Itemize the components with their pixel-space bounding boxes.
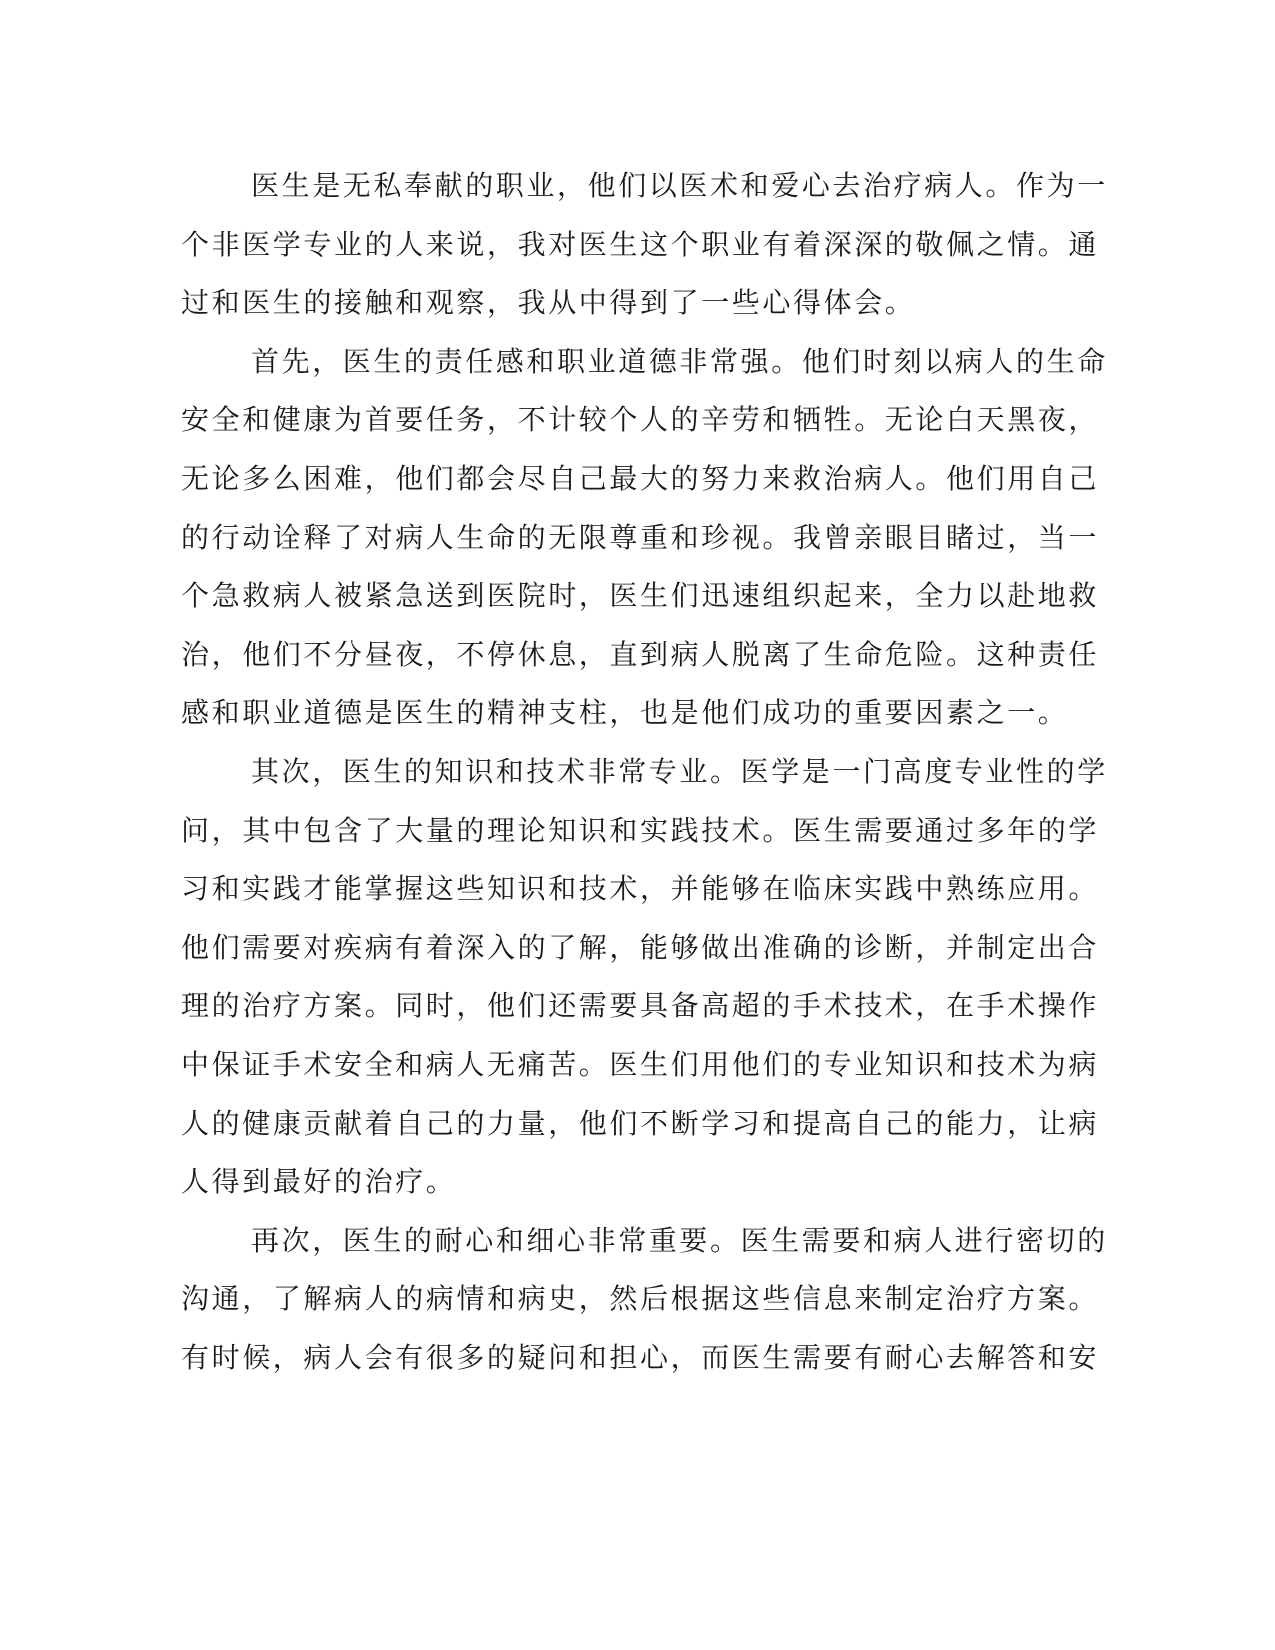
paragraph-line: 感和职业道德是医生的精神支柱，也是他们成功的重要因素之一。: [181, 696, 1069, 730]
paragraph-line: 理的治疗方案。同时，他们还需要具备高超的手术技术，在手术操作: [181, 989, 1100, 1023]
paragraph-line: 个急救病人被紧急送到医院时，医生们迅速组织起来，全力以赴地救: [181, 579, 1100, 613]
paragraph-line: 治，他们不分昼夜，不停休息，直到病人脱离了生命危险。这种责任: [181, 637, 1100, 671]
paragraph-line: 中保证手术安全和病人无痛苦。医生们用他们的专业知识和技术为病: [181, 1047, 1100, 1081]
paragraph-4: [181, 1212, 1108, 1388]
paragraph-1: [181, 157, 1108, 333]
paragraph-line: 习和实践才能掌握这些知识和技术，并能够在临床实践中熟练应用。: [181, 872, 1100, 906]
paragraph-line: 有时候，病人会有很多的疑问和担心，而医生需要有耐心去解答和安: [181, 1340, 1100, 1374]
paragraph-line: 首先，医生的责任感和职业道德非常强。他们时刻以病人的生命: [251, 344, 1108, 378]
paragraph-line: 的行动诠释了对病人生命的无限尊重和珍视。我曾亲眼目睹过，当一: [181, 520, 1100, 554]
paragraph-line: 沟通，了解病人的病情和病史，然后根据这些信息来制定治疗方案。: [181, 1282, 1100, 1316]
paragraph-line: 再次，医生的耐心和细心非常重要。医生需要和病人进行密切的: [251, 1223, 1108, 1257]
paragraph-line: 人的健康贡献着自己的力量，他们不断学习和提高自己的能力，让病: [181, 1106, 1100, 1140]
paragraph-line: 问，其中包含了大量的理论知识和实践技术。医生需要通过多年的学: [181, 813, 1100, 847]
paragraph-line: 过和医生的接触和观察，我从中得到了一些心得体会。: [181, 286, 916, 320]
paragraph-line: 个非医学专业的人来说，我对医生这个职业有着深深的敬佩之情。通: [181, 227, 1100, 261]
paragraph-line: 他们需要对疾病有着深入的了解，能够做出准确的诊断，并制定出合: [181, 930, 1100, 964]
paragraph-line: 无论多么困难，他们都会尽自己最大的努力来救治病人。他们用自己: [181, 461, 1100, 495]
paragraph-3: [181, 743, 1108, 1212]
paragraph-line: 医生是无私奉献的职业，他们以医术和爱心去治疗病人。作为一: [251, 169, 1108, 202]
paragraph-line: 安全和健康为首要任务，不计较个人的辛劳和牺牲。无论白天黑夜，: [181, 403, 1100, 437]
document-body: [181, 157, 1108, 1387]
paragraph-line: 人得到最好的治疗。: [181, 1165, 457, 1199]
paragraph-2: [181, 333, 1108, 743]
paragraph-line: 其次，医生的知识和技术非常专业。医学是一门高度专业性的学: [251, 754, 1108, 788]
